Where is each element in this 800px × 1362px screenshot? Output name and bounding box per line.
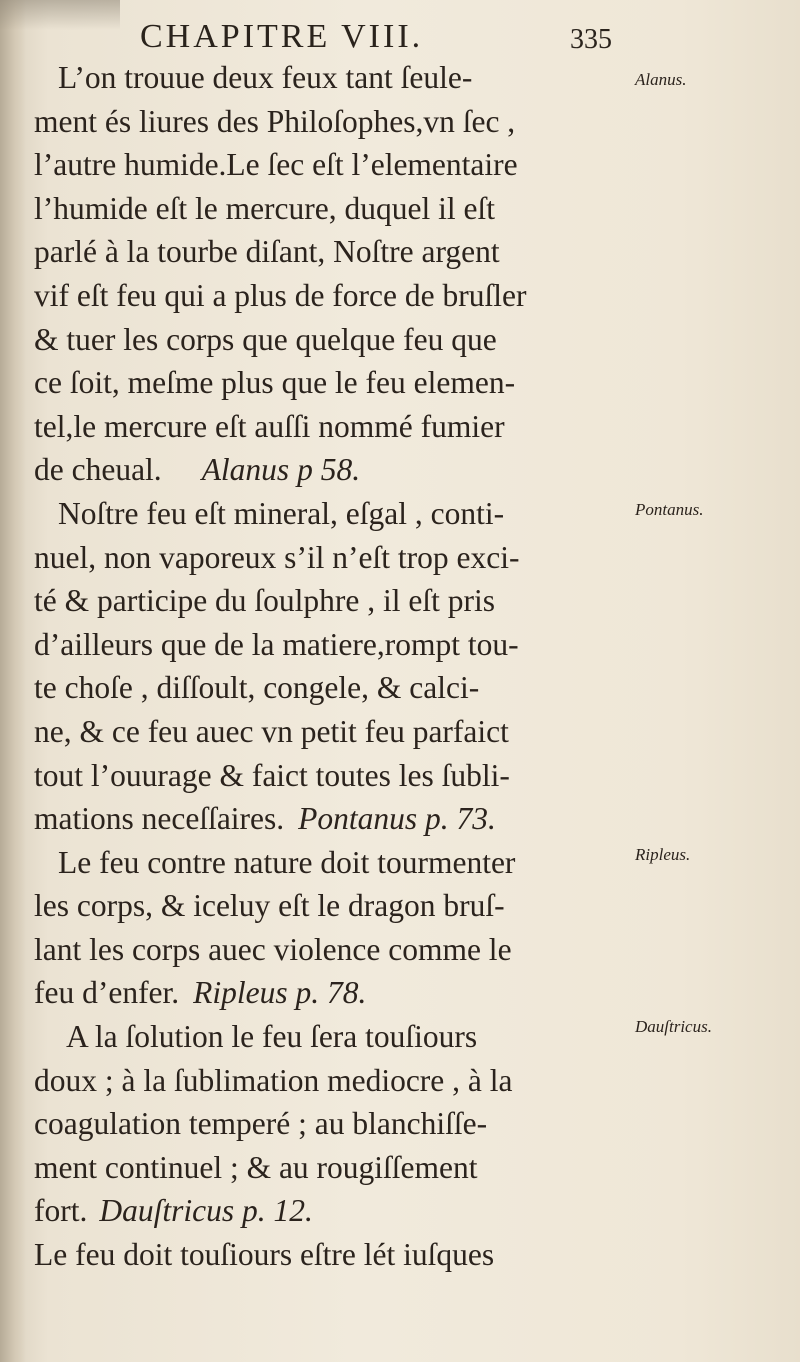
text-line: d’ailleurs que de la matiere,rompt tou- (34, 626, 519, 662)
text-line-with-citation (34, 448, 632, 492)
text-line-with-citation (34, 797, 632, 841)
text-line: parlé à la tourbe diſant, Noſtre argent (34, 234, 500, 270)
text-line: les corps, & iceluy eſt le dragon bruſ- (34, 888, 505, 924)
text-line: nuel, non vaporeux s’il n’eſt trop exci- (34, 539, 520, 575)
text-line: ment continuel ; & au rougiſſement (34, 1149, 478, 1185)
text-line: ment és liures des Philoſophes,vn ſec , (34, 103, 516, 139)
text-line: té & participe du ſoulphre , il eſt pris (34, 583, 496, 619)
text-line: tel,le mercure eſt auſſi nommé fumier (34, 408, 505, 444)
page-corner-shadow (0, 0, 120, 30)
text-fragment: de cheual. (34, 452, 162, 488)
margin-note-ripleus: Ripleus. (635, 845, 691, 864)
text-line: A la ſolution le feu ſera touſiours (66, 1019, 478, 1055)
page-gutter-shadow (0, 0, 26, 1362)
citation: Alanus p 58. (201, 452, 361, 488)
text-line: & tuer les corps que quelque feu que (34, 321, 497, 357)
text-line: l’autre humide.Le ſec eſt l’elementaire (34, 147, 518, 183)
running-head: CHAPITRE VIII. (140, 18, 424, 55)
text-line: L’on trouue deux feux tant ſeule- (58, 60, 473, 95)
margin-note-pontanus: Pontanus. (635, 500, 704, 519)
text-line: doux ; à la ſublimation mediocre , à la (34, 1062, 513, 1098)
text-line: ce ſoit, meſme plus que le feu elemen- (34, 365, 516, 401)
citation: Ripleus p. 78. (193, 975, 367, 1011)
page-number: 335 (570, 24, 612, 55)
text-fragment: fort. (34, 1193, 88, 1229)
text-line: vif eſt feu qui a plus de force de bruſler (34, 277, 527, 313)
text-fragment: feu d’enfer. (34, 975, 180, 1011)
text-line-with-citation (34, 971, 632, 1015)
citation: Dauſtricus p. 12. (99, 1193, 313, 1229)
text-line: Le feu contre nature doit tourmenter (58, 844, 516, 880)
main-text (34, 56, 632, 1277)
text-line: te choſe , diſſoult, congele, & calci- (34, 670, 480, 706)
text-line: lant les corps auec violence comme le (34, 931, 512, 967)
text-line: Noſtre feu eſt mineral, eſgal , conti- (58, 495, 505, 531)
citation: Pontanus p. 73. (298, 801, 496, 837)
margin-note-alanus: Alanus. (635, 70, 687, 89)
text-line: Le feu doit touſiours eſtre lét iuſques (34, 1237, 495, 1273)
text-line: ne, & ce feu auec vn petit feu parfaict (34, 713, 509, 749)
text-fragment: mations neceſſaires. (34, 801, 285, 837)
text-line: tout l’ouurage & faict toutes les ſubli- (34, 757, 510, 793)
text-line-with-citation (34, 1189, 632, 1233)
text-line: l’humide eſt le mercure, duquel il eſt (34, 190, 495, 226)
margin-note-daustricus: Dauſtricus. (635, 1017, 712, 1036)
text-line: coagulation temperé ; au blanchiſſe- (34, 1106, 488, 1142)
